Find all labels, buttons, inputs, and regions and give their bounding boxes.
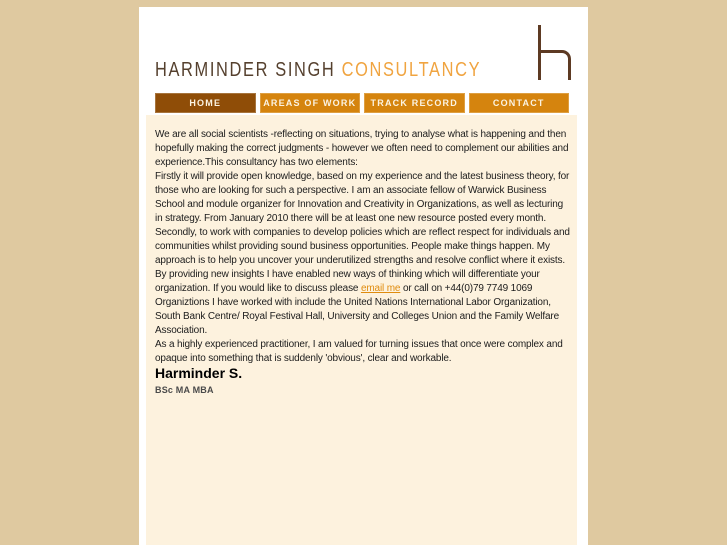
signature-credentials: BSc MA MBA <box>155 385 214 395</box>
content-panel <box>146 115 577 545</box>
site-title-primary: HARMINDER SINGH <box>155 59 342 81</box>
site-title-accent: CONSULTANCY <box>341 59 482 81</box>
nav-tab-areas-of-work[interactable]: AREAS OF WORK <box>260 93 361 113</box>
nav-tab-track-record[interactable]: TRACK RECORD <box>364 93 465 113</box>
paragraph-practitioner: As a highly experienced practitioner, I am valued for turning issues that once were complex and opaque into something that is suddenly 'obvious', clear and workable. <box>155 339 563 364</box>
letter-h-logo-icon <box>538 25 571 80</box>
paragraph-intro: We are all social scientists -reflecting on situations, trying to analyse what is happening and then hopefully making the correct judgments - however we often need to complement our abilities and experience.This consultancy has two elements: <box>155 129 569 168</box>
nav-tab-contact[interactable]: CONTACT <box>469 93 570 113</box>
nav-tab-home[interactable]: HOME <box>155 93 256 113</box>
signature-name: Harminder S. <box>155 365 243 381</box>
main-nav <box>155 93 569 113</box>
insights-text-post: or call on +44(0)79 7749 1069 <box>400 283 533 294</box>
paragraph-firstly: Firstly it will provide open knowledge, based on my experience and the latest business theory, for those who are looking for such a perspective. I am an associate fellow of Warwick Business School and module organizer for Innovation and Creativity in Organizations, as well as lecturing in strategy. From January 2010 there will be at least one new resource posted every month. <box>155 171 570 224</box>
paragraph-secondly: Secondly, to work with companies to develop policies which are reflect respect for individuals and communities whilst providing sound business opportunities. People make things happen. My approach is to help you uncover your underutilized strengths and resolve conflict where it exists. <box>155 227 570 266</box>
email-me-link[interactable]: email me <box>360 283 401 294</box>
page-container <box>139 7 588 545</box>
paragraph-organizations: Organiztions I have worked with include the United Nations International Labor Organization, South Bank Centre/ Royal Festival Hall, University and Colleges Union and the Family Welfare Association. <box>155 297 559 336</box>
insights-text-pre: By providing new insights I have enabled new ways of thinking which will differentiate your organization. If you would like to discuss please <box>155 269 540 294</box>
paragraph-insights <box>155 268 571 296</box>
site-title <box>155 59 481 82</box>
